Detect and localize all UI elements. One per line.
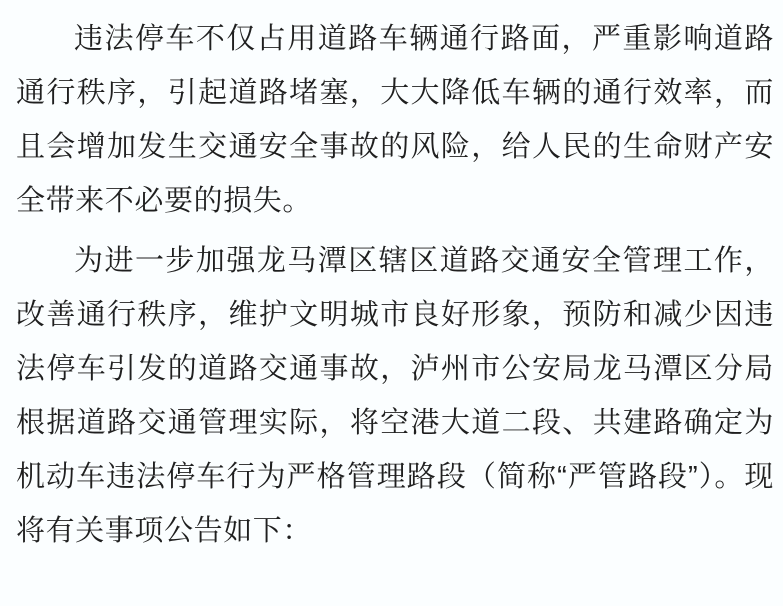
paragraph-2: 为进一步加强龙马潭区辖区道路交通安全管理工作，改善通行秩序，维护文明城市良好形象，预防和减少因违法停车引发的道路交通事故，泸州市公安局龙马潭区分局根据道路交通管理实际，将空港大道二段、共建路确定为机动车违法停车行为严格管理路段（简称“严管路段”）。现将有关事项公告如下： <box>16 245 774 547</box>
notice-body <box>16 12 774 558</box>
paragraph-1: 违法停车不仅占用道路车辆通行路面，严重影响道路通行秩序，引起道路堵塞，大大降低车辆的通行效率，而且会增加发生交通安全事故的风险，给人民的生命财产安全带来不必要的损失。 <box>16 23 774 217</box>
